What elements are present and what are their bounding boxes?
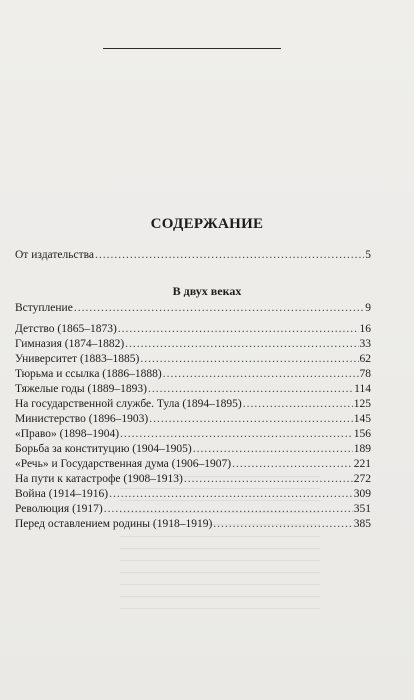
toc-entry — [15, 458, 371, 474]
toc-title: Университет (1883–1885) — [15, 353, 140, 365]
toc-page-number: 272 — [353, 473, 371, 485]
toc-page-number: 125 — [353, 398, 371, 410]
toc-leader-dots — [95, 249, 364, 261]
toc-title: Тяжелые годы (1889–1893) — [15, 383, 147, 395]
contents-heading: СОДЕРЖАНИЕ — [150, 216, 264, 232]
toc-leader-dots — [148, 383, 353, 395]
toc-entry — [15, 488, 371, 504]
toc-page-number: 156 — [353, 428, 371, 440]
toc-entry — [15, 353, 371, 369]
toc-title: От издательства — [15, 249, 94, 261]
section-title: В двух веках — [172, 284, 242, 298]
toc-leader-dots — [140, 353, 358, 365]
toc-leader-dots — [163, 368, 359, 380]
toc-entry — [15, 383, 371, 399]
toc-entry — [15, 413, 371, 429]
toc-leader-dots — [243, 398, 353, 410]
toc-title: Революция (1917) — [15, 503, 103, 515]
toc-entry — [15, 302, 371, 318]
toc-page-number: 62 — [359, 353, 371, 365]
toc-entry — [15, 428, 371, 444]
toc-entry — [15, 503, 371, 519]
toc-entry — [15, 323, 371, 339]
toc-leader-dots — [149, 413, 353, 425]
toc-title: Вступление — [15, 302, 73, 314]
toc-title: На пути к катастрофе (1908–1913) — [15, 473, 183, 485]
toc-entry — [15, 338, 371, 354]
top-rule — [103, 48, 281, 49]
toc-page-number: 33 — [359, 338, 371, 350]
toc-leader-dots — [232, 458, 353, 470]
toc-leader-dots — [213, 518, 352, 530]
toc-page-number: 189 — [353, 443, 371, 455]
toc-title: Война (1914–1916) — [15, 488, 109, 500]
toc-title: Детство (1865–1873) — [15, 323, 117, 335]
toc-leader-dots — [118, 323, 359, 335]
toc-leader-dots — [120, 428, 353, 440]
toc-title: Тюрьма и ссылка (1886–1888) — [15, 368, 162, 380]
toc-page-number: 114 — [354, 383, 371, 395]
toc-leader-dots — [193, 443, 353, 455]
toc-title: «Право» (1898–1904) — [15, 428, 120, 440]
toc-title: Гимназия (1874–1882) — [15, 338, 125, 350]
toc-title: Борьба за конституцию (1904–1905) — [15, 443, 192, 455]
toc-entry-intro — [15, 249, 371, 265]
toc-page-number: 385 — [353, 518, 371, 530]
toc-page-number: 78 — [359, 368, 371, 380]
toc-leader-dots — [74, 302, 364, 314]
toc-title: Министерство (1896–1903) — [15, 413, 149, 425]
toc-leader-dots — [184, 473, 353, 485]
toc-leader-dots — [109, 488, 353, 500]
toc-page-number: 309 — [353, 488, 371, 500]
toc-page-number: 351 — [353, 503, 371, 515]
toc-page-number: 9 — [365, 302, 371, 314]
toc-page-number: 145 — [353, 413, 371, 425]
toc-page-number: 16 — [359, 323, 371, 335]
toc-title: На государственной службе. Тула (1894–1895) — [15, 398, 242, 410]
toc-title: «Речь» и Государственная дума (1906–1907) — [15, 458, 232, 470]
toc-page-number: 221 — [353, 458, 371, 470]
toc-entry — [15, 518, 371, 534]
toc-leader-dots — [125, 338, 358, 350]
toc-title: Перед оставлением родины (1918–1919) — [15, 518, 213, 530]
toc-page-number: 5 — [365, 249, 371, 261]
toc-entry — [15, 443, 371, 459]
toc-leader-dots — [104, 503, 353, 515]
toc-entry — [15, 368, 371, 384]
toc-entry — [15, 473, 371, 489]
toc-entry — [15, 398, 371, 414]
